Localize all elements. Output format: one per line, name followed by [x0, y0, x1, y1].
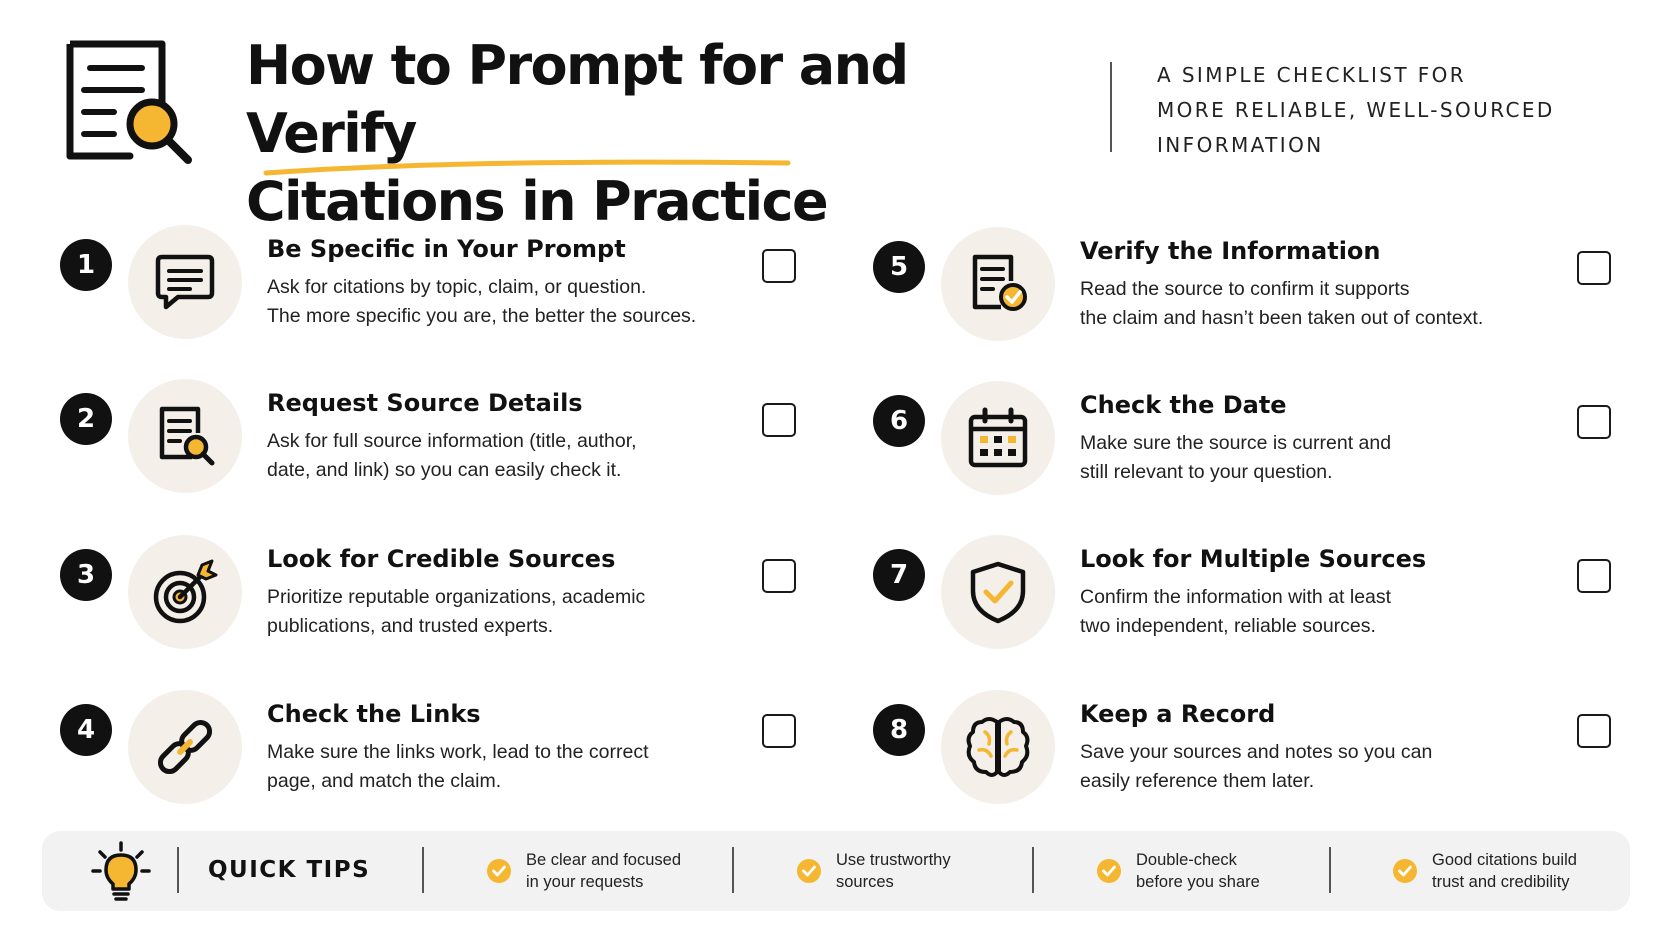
subtitle-line-1: A SIMPLE CHECKLIST FOR: [1157, 63, 1467, 87]
checklist-step-2: [60, 387, 840, 507]
quick-tips-bar: [42, 831, 1630, 911]
tips-divider: [177, 847, 179, 893]
step-title: Look for Multiple Sources: [1080, 545, 1427, 573]
subtitle: [1157, 58, 1597, 163]
subtitle-line-3: INFORMATION: [1157, 133, 1324, 157]
step-desc-line-2: The more specific you are, the better the sources.: [267, 305, 697, 327]
quick-tip-text: [836, 849, 1036, 893]
step-title: Look for Credible Sources: [267, 545, 616, 573]
step-number: 7: [873, 549, 925, 601]
page-title: [246, 32, 1086, 236]
step-icon-circle: [128, 690, 242, 804]
step-description: [267, 583, 737, 641]
step-checkbox[interactable]: [1577, 251, 1611, 285]
step-icon-circle: [941, 381, 1055, 495]
tip-line-1: Good citations build: [1432, 851, 1577, 869]
step-description: [1080, 583, 1550, 641]
check-circle-icon: [486, 858, 512, 884]
subtitle-line-2: MORE RELIABLE, WELL-SOURCED: [1157, 98, 1555, 122]
document-check-icon: [965, 251, 1031, 317]
step-checkbox[interactable]: [762, 403, 796, 437]
shield-check-icon: [965, 559, 1031, 625]
tip-line-2: sources: [836, 873, 894, 891]
step-number: 2: [60, 393, 112, 445]
checklist-step-3: [60, 543, 840, 663]
step-icon-circle: [128, 225, 242, 339]
header-divider: [1110, 62, 1112, 152]
link-icon: [152, 714, 218, 780]
tip-line-2: trust and credibility: [1432, 873, 1570, 891]
step-checkbox[interactable]: [1577, 405, 1611, 439]
step-title: Check the Links: [267, 700, 481, 728]
step-description: [1080, 429, 1550, 487]
step-checkbox[interactable]: [762, 249, 796, 283]
tips-divider: [1032, 847, 1034, 893]
tip-line-2: in your requests: [526, 873, 644, 891]
checklist-step-4: [60, 698, 840, 818]
step-description: [267, 427, 737, 485]
step-title: Verify the Information: [1080, 237, 1381, 265]
step-desc-line-1: Make sure the source is current and: [1080, 432, 1392, 454]
step-icon-circle: [941, 535, 1055, 649]
step-description: [1080, 738, 1550, 796]
step-number: 3: [60, 549, 112, 601]
step-desc-line-1: Prioritize reputable organizations, academic: [267, 586, 646, 608]
quick-tips-label: QUICK TIPS: [208, 857, 371, 883]
step-desc-line-1: Make sure the links work, lead to the correct: [267, 741, 649, 763]
step-title: Keep a Record: [1080, 700, 1276, 728]
quick-tip-text: [1136, 849, 1336, 893]
step-desc-line-2: two independent, reliable sources.: [1080, 615, 1376, 637]
brain-icon: [963, 712, 1033, 782]
step-number: 1: [60, 239, 112, 291]
tip-line-1: Use trustworthy: [836, 851, 951, 869]
step-checkbox[interactable]: [762, 714, 796, 748]
checklist-step-7: [873, 543, 1653, 663]
check-circle-icon: [1096, 858, 1122, 884]
step-desc-line-1: Confirm the information with at least: [1080, 586, 1392, 608]
step-desc-line-2: still relevant to your question.: [1080, 461, 1333, 483]
checklist-step-6: [873, 389, 1653, 509]
step-title: Check the Date: [1080, 391, 1287, 419]
step-description: [267, 738, 737, 796]
tips-divider: [732, 847, 734, 893]
step-icon-circle: [941, 690, 1055, 804]
step-desc-line-1: Save your sources and notes so you can: [1080, 741, 1433, 763]
document-search-icon: [152, 403, 218, 469]
checklist-step-1: [60, 233, 840, 353]
step-checkbox[interactable]: [762, 559, 796, 593]
lightbulb-icon: [90, 841, 152, 903]
step-description: [1080, 275, 1550, 333]
step-number: 5: [873, 241, 925, 293]
step-desc-line-2: page, and match the claim.: [267, 770, 502, 792]
step-desc-line-1: Ask for citations by topic, claim, or question.: [267, 276, 647, 298]
step-desc-line-2: date, and link) so you can easily check it.: [267, 459, 622, 481]
chat-icon: [152, 249, 218, 315]
tips-divider: [1329, 847, 1331, 893]
step-desc-line-1: Read the source to confirm it supports: [1080, 278, 1410, 300]
step-desc-line-2: publications, and trusted experts.: [267, 615, 554, 637]
step-checkbox[interactable]: [1577, 714, 1611, 748]
target-icon: [150, 557, 220, 627]
tip-line-2: before you share: [1136, 873, 1260, 891]
step-title: Be Specific in Your Prompt: [267, 235, 626, 263]
step-title: Request Source Details: [267, 389, 583, 417]
tips-divider: [422, 847, 424, 893]
step-description: [267, 273, 737, 331]
document-search-icon: [62, 38, 198, 174]
step-number: 4: [60, 704, 112, 756]
step-desc-line-2: easily reference them later.: [1080, 770, 1315, 792]
step-desc-line-2: the claim and hasn’t been taken out of context.: [1080, 307, 1484, 329]
calendar-icon: [965, 405, 1031, 471]
step-icon-circle: [128, 535, 242, 649]
step-number: 6: [873, 395, 925, 447]
checklist-step-5: [873, 235, 1653, 355]
step-checkbox[interactable]: [1577, 559, 1611, 593]
checklist-step-8: [873, 698, 1653, 818]
tip-line-1: Double-check: [1136, 851, 1237, 869]
check-circle-icon: [1392, 858, 1418, 884]
step-icon-circle: [128, 379, 242, 493]
check-circle-icon: [796, 858, 822, 884]
step-number: 8: [873, 704, 925, 756]
title-line-2: Citations in Practice: [246, 170, 827, 233]
title-line-1: How to Prompt for and Verify: [246, 34, 908, 165]
step-icon-circle: [941, 227, 1055, 341]
title-underline: [262, 155, 792, 181]
tip-line-1: Be clear and focused: [526, 851, 682, 869]
step-desc-line-1: Ask for full source information (title, author,: [267, 430, 637, 452]
quick-tip-text: [526, 849, 726, 893]
quick-tip-text: [1432, 849, 1632, 893]
